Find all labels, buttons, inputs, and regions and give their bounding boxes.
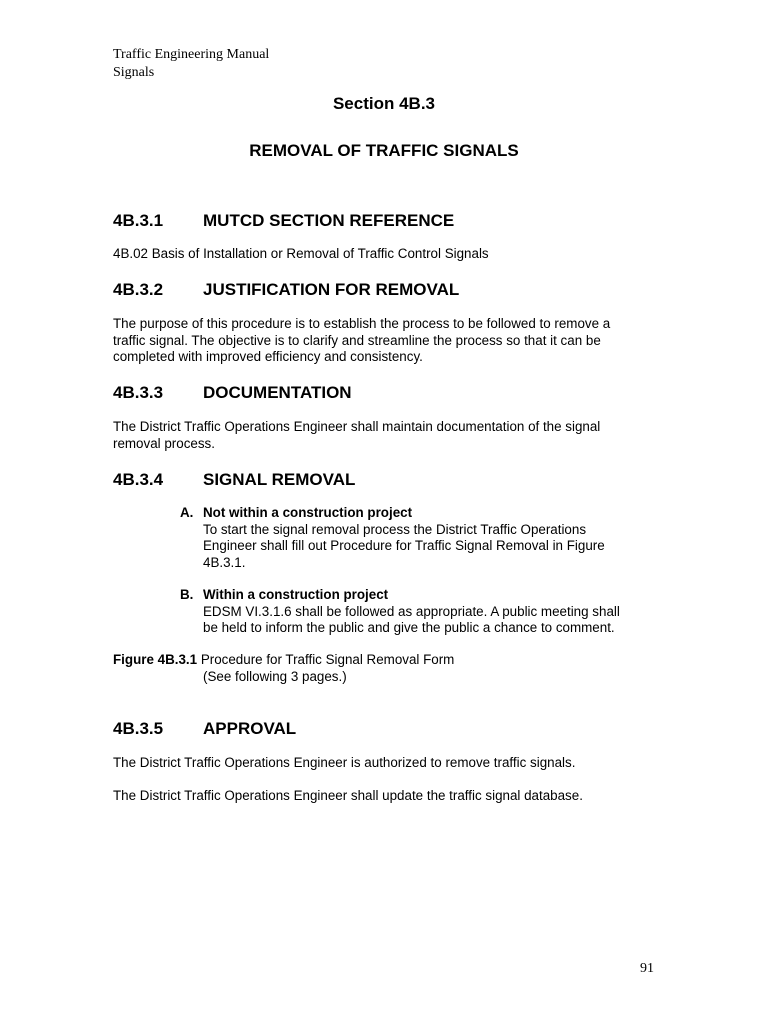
heading-number: 4B.3.4 [113, 470, 164, 489]
header-chapter: Signals [113, 65, 155, 80]
heading-4b-3-5 [113, 719, 296, 739]
heading-4b-3-3 [113, 383, 352, 403]
list-item-a [180, 505, 650, 571]
figure-note: (See following 3 pages.) [203, 668, 347, 684]
heading-title: APPROVAL [203, 719, 297, 738]
list-item-b [180, 587, 650, 637]
item-letter: B. [180, 587, 194, 602]
mutcd-reference-text: 4B.02 Basis of Installation or Removal of Traffic Control Signals [113, 246, 489, 261]
figure-reference [113, 652, 653, 685]
heading-number: 4B.3.3 [113, 383, 164, 402]
text-line: completed with improved efficiency and consistency. [113, 349, 423, 364]
approval-paragraph-1: The District Traffic Operations Engineer is authorized to remove traffic signals. [113, 755, 576, 770]
approval-paragraph-2: The District Traffic Operations Engineer shall update the traffic signal database. [113, 788, 583, 803]
text-line: Engineer shall fill out Procedure for Traffic Signal Removal in Figure [203, 538, 605, 553]
text-line: The purpose of this procedure is to establish the process to be followed to remove a [113, 316, 611, 331]
heading-title: JUSTIFICATION FOR REMOVAL [203, 280, 460, 299]
heading-title: DOCUMENTATION [203, 383, 352, 402]
figure-caption: Procedure for Traffic Signal Removal Form [197, 652, 455, 667]
justification-paragraph [113, 316, 653, 366]
text-line: To start the signal removal process the District Traffic Operations [203, 521, 587, 537]
page-number: 91 [640, 961, 654, 976]
section-title: REMOVAL OF TRAFFIC SIGNALS [249, 141, 519, 160]
text-line: be held to inform the public and give the public a chance to comment. [203, 620, 615, 635]
text-line: EDSM VI.3.1.6 shall be followed as appropriate. A public meeting shall [203, 603, 620, 619]
item-heading: Within a construction project [203, 587, 389, 602]
heading-number: 4B.3.1 [113, 211, 164, 230]
item-heading: Not within a construction project [203, 505, 413, 520]
heading-number: 4B.3.5 [113, 719, 164, 738]
heading-title: SIGNAL REMOVAL [203, 470, 356, 489]
item-letter: A. [180, 505, 194, 520]
running-header [113, 46, 269, 82]
figure-label: Figure 4B.3.1 [113, 652, 198, 667]
section-label: Section 4B.3 [332, 94, 436, 113]
heading-4b-3-2 [113, 280, 459, 300]
heading-4b-3-4 [113, 470, 355, 490]
heading-number: 4B.3.2 [113, 280, 164, 299]
text-line: 4B.3.1. [203, 554, 246, 570]
heading-title: MUTCD SECTION REFERENCE [203, 211, 455, 230]
text-line: traffic signal. The objective is to clarify and streamline the process so that it can be [113, 332, 601, 348]
text-line: The District Traffic Operations Engineer shall maintain documentation of the signal [113, 419, 601, 434]
heading-4b-3-1 [113, 211, 454, 231]
documentation-paragraph [113, 419, 653, 452]
header-manual-title: Traffic Engineering Manual [113, 47, 270, 62]
text-line: removal process. [113, 435, 215, 451]
